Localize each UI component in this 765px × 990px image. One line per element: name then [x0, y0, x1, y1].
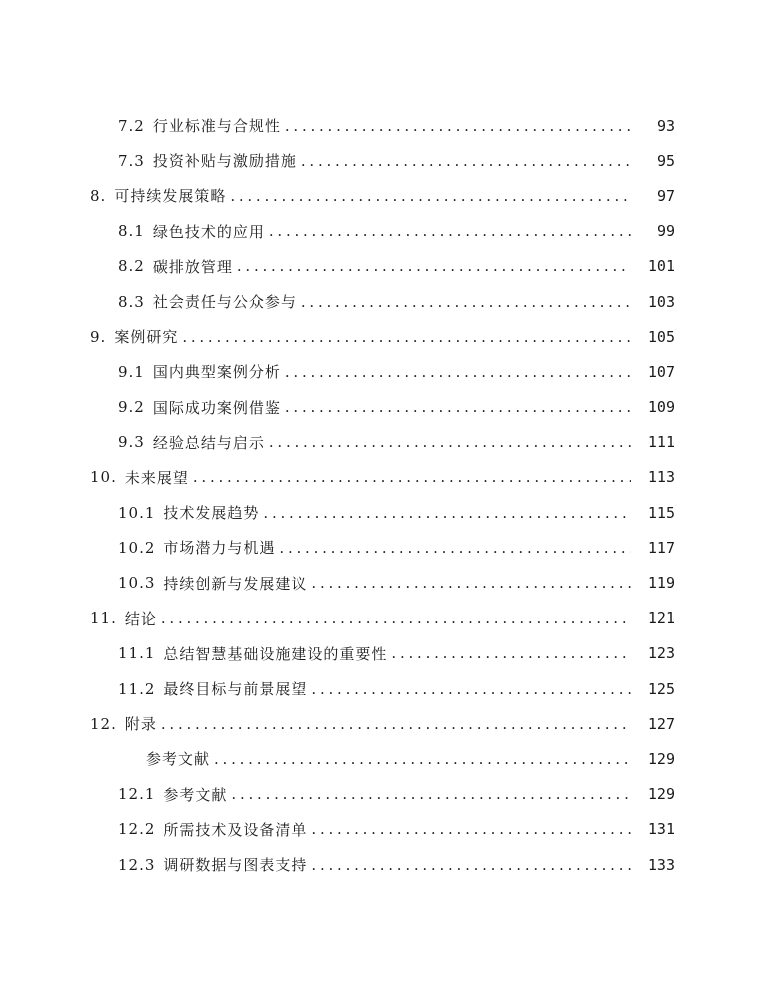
toc-entry-number: 9.1: [118, 362, 145, 381]
toc-entry-title: 技术发展趋势: [163, 504, 260, 523]
toc-entry-title: 行业标准与合规性: [152, 117, 281, 136]
toc-entry-title: 国际成功案例借鉴: [152, 398, 281, 417]
toc-entry[interactable]: [0, 671, 765, 706]
toc-page-number: 97: [656, 186, 675, 205]
dot-leader: [391, 644, 631, 662]
toc-entry-title: 经验总结与启示: [152, 433, 265, 452]
toc-entry-number: 8.2: [118, 257, 145, 276]
dot-leader: [285, 363, 631, 381]
dot-leader: [230, 187, 631, 205]
toc-page-number: 125: [647, 679, 675, 698]
toc-entry-number: 10.: [90, 468, 117, 487]
toc-entry-number: 7.2: [118, 116, 145, 135]
dot-leader: [269, 433, 631, 451]
toc-entry-title: 案例研究: [114, 328, 179, 347]
dot-leader: [311, 820, 631, 838]
toc-entry-title: 附录: [124, 715, 157, 734]
dot-leader: [214, 750, 631, 768]
toc-entry[interactable]: [0, 706, 765, 741]
toc-entry-number: 11.2: [118, 679, 156, 698]
toc-entry[interactable]: [0, 847, 765, 882]
toc-entry[interactable]: [0, 495, 765, 530]
toc-entry-number: 12.1: [118, 785, 156, 804]
dot-leader: [161, 609, 631, 627]
toc-page-number: 105: [647, 327, 675, 346]
dot-leader: [161, 715, 631, 733]
dot-leader: [311, 574, 631, 592]
dot-leader: [311, 680, 631, 698]
toc-entry-number: 10.1: [118, 503, 156, 522]
toc-entry-title: 调研数据与图表支持: [163, 856, 308, 875]
dot-leader: [269, 222, 631, 240]
toc-entry-number: 8.3: [118, 292, 145, 311]
toc-entry-title: 所需技术及设备清单: [163, 820, 308, 839]
toc-entry-title: 碳排放管理: [152, 257, 233, 276]
dot-leader: [237, 257, 631, 275]
toc-page-number: 99: [656, 222, 675, 241]
toc-entry[interactable]: [0, 178, 765, 213]
toc-entry-number: 11.: [90, 609, 117, 628]
toc-entry-title: 可持续发展策略: [114, 187, 227, 206]
toc-entry-title: 总结智慧基础设施建设的重要性: [163, 644, 388, 663]
toc-page-number: 127: [647, 714, 675, 733]
toc-entry-title: 未来展望: [124, 468, 189, 487]
toc-page-number: 131: [647, 820, 675, 839]
toc-page-number: 95: [656, 151, 675, 170]
toc-page-number: 93: [656, 116, 675, 135]
toc-entry[interactable]: [0, 214, 765, 249]
toc-page-number: 113: [647, 468, 675, 487]
toc-page-number: 129: [647, 749, 675, 768]
toc-entry-title: 参考文献: [146, 750, 211, 769]
toc-entry-number: 9.3: [118, 433, 145, 452]
toc-page-number: 109: [647, 398, 675, 417]
toc-entry[interactable]: [0, 460, 765, 495]
toc-entry-number: 10.2: [118, 538, 156, 557]
toc-entry[interactable]: [0, 565, 765, 600]
toc-entry-title: 市场潜力与机遇: [163, 539, 276, 558]
toc-entry-number: 12.3: [118, 855, 156, 874]
toc-page-number: 103: [647, 292, 675, 311]
toc-entry-title: 投资补贴与激励措施: [152, 152, 297, 171]
toc-entry-title: 绿色技术的应用: [152, 222, 265, 241]
toc-page-number: 133: [647, 855, 675, 874]
toc-page-number: 121: [647, 609, 675, 628]
toc-page-number: 107: [647, 362, 675, 381]
toc-entry-title: 持续创新与发展建议: [163, 574, 308, 593]
toc-entry-number: 8.: [90, 186, 107, 205]
toc-entry[interactable]: [0, 319, 765, 354]
toc-page-number: 111: [647, 433, 675, 452]
toc-entry[interactable]: [0, 741, 765, 776]
toc-entry-title: 结论: [124, 609, 157, 628]
toc-entry-title: 参考文献: [163, 785, 228, 804]
dot-leader: [279, 539, 631, 557]
toc-entry[interactable]: [0, 425, 765, 460]
toc-entry-number: 10.3: [118, 574, 156, 593]
dot-leader: [311, 856, 631, 874]
toc-entry-number: 12.2: [118, 820, 156, 839]
toc-entry[interactable]: [0, 777, 765, 812]
toc-page-number: 123: [647, 644, 675, 663]
table-of-contents: [0, 108, 765, 882]
toc-entry[interactable]: [0, 354, 765, 389]
dot-leader: [193, 468, 631, 486]
toc-entry[interactable]: [0, 390, 765, 425]
toc-entry[interactable]: [0, 143, 765, 178]
dot-leader: [231, 785, 631, 803]
toc-entry-number: 11.1: [118, 644, 156, 663]
dot-leader: [285, 398, 631, 416]
toc-entry[interactable]: [0, 636, 765, 671]
toc-entry[interactable]: [0, 601, 765, 636]
toc-page-number: 119: [647, 574, 675, 593]
dot-leader: [301, 293, 631, 311]
toc-page-number: 115: [647, 503, 675, 522]
toc-entry[interactable]: [0, 284, 765, 319]
toc-entry[interactable]: [0, 108, 765, 143]
toc-entry-number: 8.1: [118, 222, 145, 241]
dot-leader: [301, 152, 631, 170]
toc-entry-number: 9.2: [118, 398, 145, 417]
toc-entry[interactable]: [0, 530, 765, 565]
dot-leader: [182, 328, 631, 346]
toc-entry-number: 12.: [90, 714, 117, 733]
toc-entry[interactable]: [0, 249, 765, 284]
toc-page-number: 129: [647, 785, 675, 804]
toc-entry[interactable]: [0, 812, 765, 847]
dot-leader: [285, 117, 631, 135]
toc-entry-number: 7.3: [118, 151, 145, 170]
toc-entry-title: 最终目标与前景展望: [163, 680, 308, 699]
toc-entry-title: 国内典型案例分析: [152, 363, 281, 382]
toc-page-number: 101: [647, 257, 675, 276]
toc-entry-title: 社会责任与公众参与: [152, 293, 297, 312]
dot-leader: [263, 504, 631, 522]
toc-entry-number: 9.: [90, 327, 107, 346]
toc-page-number: 117: [647, 538, 675, 557]
